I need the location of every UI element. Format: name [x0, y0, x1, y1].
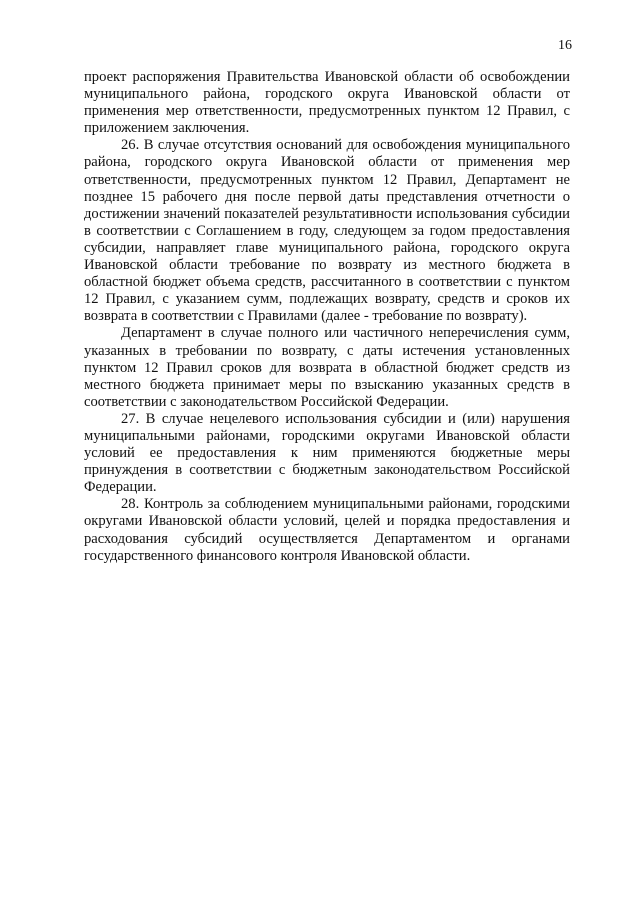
paragraph-department-measures: Департамент в случае полного или частичного неперечисления сумм, указанных в требовании по возврату, с даты истечения установленных пунктом 12 Правил сроков для возврата в областной бюджет средств из местного бюджета принимает меры по взысканию указанных средств в соответствии с законодательством Российской Федерации.: [84, 325, 570, 410]
paragraph-28: 28. Контроль за соблюдением муниципальными районами, городскими округами Ивановской области условий, целей и порядка предоставления и расходования субсидий осуществляется Департаментом и органами государственного финансового контроля Ивановской области.: [84, 496, 570, 564]
paragraph-continuation: проект распоряжения Правительства Ивановской области об освобождении муниципального района, городского округа Ивановской области от применения мер ответственности, предусмотренных пунктом 12 Правил, с приложением заключения.: [84, 69, 570, 137]
paragraph-27: 27. В случае нецелевого использования субсидии и (или) нарушения муниципальными районами, городскими округами Ивановской области условий ее предоставления к ним применяются бюджетные меры принуждения в соответствии с бюджетным законодательством Российской Федерации.: [84, 410, 570, 496]
document-body: [84, 69, 570, 565]
page-number: 16: [558, 38, 572, 53]
paragraph-26: 26. В случае отсутствия оснований для освобождения муниципального района, городского округа Ивановской области от применения мер ответственности, предусмотренных пунктом 12 Правил, Департамент не позднее 15 рабочего дня после первой даты представления отчетности о достижении значений показателей результативности использования субсидии в соответствии с Соглашением в году, следующем за годом предоставления субсидии, направляет главе муниципального района, городского округа Ивановской области требование по возврату из местного бюджета в областной бюджет объема средств, рассчитанного в соответствии с пунктом 12 Правил, с указанием сумм, подлежащих возврату, средств и сроков их возврата в соответствии с Правилами (далее - требование по возврату).: [84, 137, 570, 325]
